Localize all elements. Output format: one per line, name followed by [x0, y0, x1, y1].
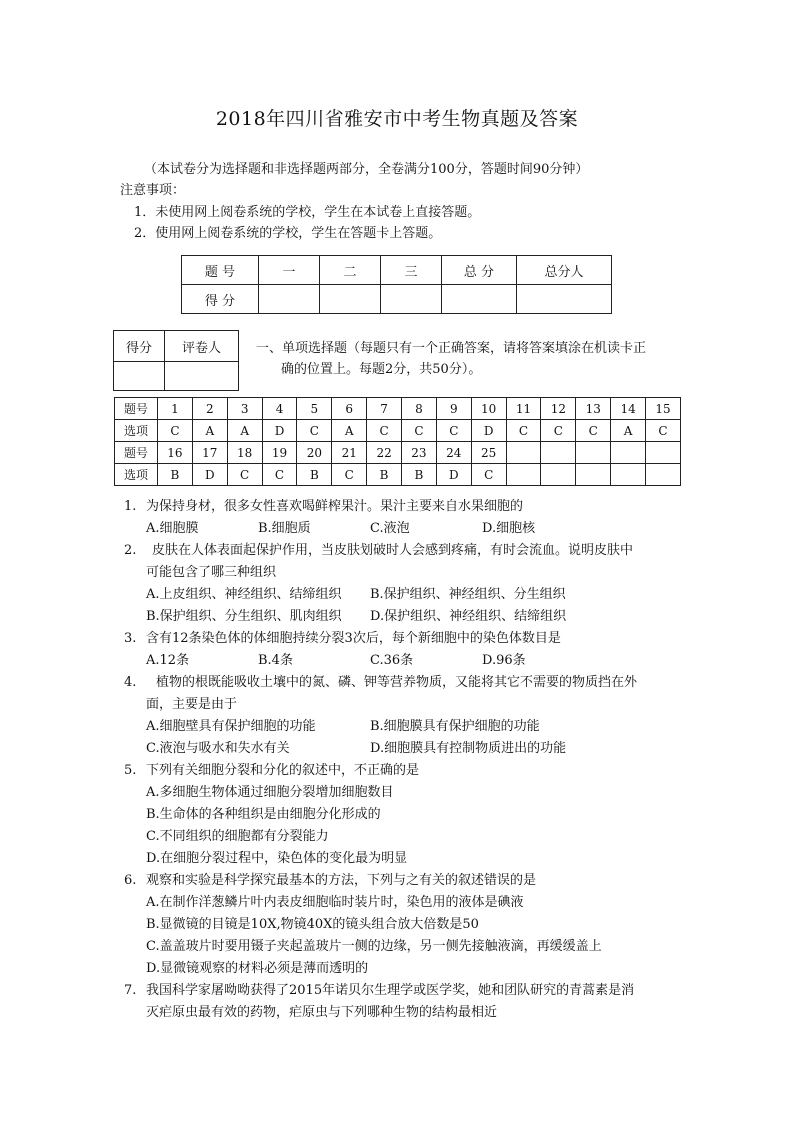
answer-number: 17 — [192, 442, 227, 464]
score-header-cell: 三 — [381, 256, 442, 285]
question-3-option-a: A.12条 — [146, 653, 190, 668]
answer-option: A — [227, 420, 262, 442]
question-5-option-d: D.在细胞分裂过程中，染色体的变化最为明显 — [146, 851, 408, 866]
question-6-option-c: C.盖盖玻片时要用镊子夹起盖玻片一侧的边缘，另一侧先接触液滴，再缓缓盖上 — [146, 939, 602, 954]
answer-number — [646, 442, 681, 464]
question-3-stem: 含有12条染色体的体细胞持续分裂3次后，每个新细胞中的染色体数目是 — [146, 631, 561, 646]
answer-number — [541, 442, 576, 464]
question-5-stem: 下列有关细胞分裂和分化的叙述中，不正确的是 — [146, 763, 420, 778]
answer-option: C — [227, 464, 262, 486]
answer-number: 6 — [332, 398, 367, 420]
answer-number: 21 — [332, 442, 367, 464]
question-1-option-a: A.细胞膜 — [146, 521, 199, 536]
question-2-option-b: B.保护组织、神经组织、分生组织 — [370, 587, 566, 602]
question-5-option-b: B.生命体的各种组织是由细胞分化形成的 — [146, 807, 381, 822]
answer-number: 23 — [402, 442, 437, 464]
question-5-number: 5. — [124, 763, 137, 778]
question-2-stem-line-2: 可能包含了哪三种组织 — [146, 565, 277, 580]
answer-option — [611, 464, 646, 486]
answer-label: 选项 — [115, 464, 158, 486]
answer-option: D — [471, 420, 506, 442]
question-1-number: 1. — [124, 499, 137, 514]
answer-option: D — [436, 464, 471, 486]
question-6-option-d: D.显微镜观察的材料必须是薄而透明的 — [146, 961, 369, 976]
score-cell — [517, 285, 612, 314]
answer-row-options — [115, 464, 681, 486]
answer-label: 选项 — [115, 420, 158, 442]
answer-number: 9 — [436, 398, 471, 420]
question-4-option-d: D.细胞膜具有控制物质进出的功能 — [370, 741, 567, 756]
question-2-stem-line-1: 皮肤在人体表面起保护作用，当皮肤划破时人会感到疼痛，有时会流血。说明皮肤中 — [152, 543, 634, 558]
question-5-option-c: C.不同组织的细胞都有分裂能力 — [146, 829, 329, 844]
answer-number: 11 — [506, 398, 541, 420]
question-6-number: 6. — [124, 873, 137, 888]
grader-name-label: 评卷人 — [165, 331, 239, 362]
question-1-option-c: C.液泡 — [370, 521, 410, 536]
section-1-subheading: 确的位置上。每题2分，共50分）。 — [281, 362, 482, 377]
grader-score-cell — [114, 362, 165, 391]
answer-number: 5 — [297, 398, 332, 420]
answer-number: 10 — [471, 398, 506, 420]
answer-option: C — [576, 420, 611, 442]
answer-number — [506, 442, 541, 464]
notice-heading: 注意事项： — [120, 183, 186, 198]
answer-option: C — [646, 420, 681, 442]
score-cell — [381, 285, 442, 314]
answer-option: C — [436, 420, 471, 442]
answer-option: C — [506, 420, 541, 442]
answer-number: 3 — [227, 398, 262, 420]
score-header-cell: 总分人 — [517, 256, 612, 285]
question-1-option-b: B.细胞质 — [258, 521, 311, 536]
question-6-option-a: A.在制作洋葱鳞片叶内表皮细胞临时装片时，染色用的液体是碘液 — [146, 895, 524, 910]
score-row-label: 得 分 — [182, 285, 259, 314]
answer-option: C — [158, 420, 193, 442]
question-3-number: 3. — [124, 631, 137, 646]
question-3-option-c: C.36条 — [370, 653, 414, 668]
answer-option: B — [402, 464, 437, 486]
answer-number — [576, 442, 611, 464]
question-2-number: 2. — [124, 543, 137, 558]
answer-number: 1 — [158, 398, 193, 420]
question-1-option-d: D.细胞核 — [482, 521, 536, 536]
answer-number: 25 — [471, 442, 506, 464]
answer-option: B — [297, 464, 332, 486]
section-1-heading: 一、单项选择题（每题只有一个正确答案，请将答案填涂在机读卡正 — [256, 341, 647, 356]
question-4-stem-line-1: 植物的根既能吸收土壤中的氮、磷、钾等营养物质，又能将其它不需要的物质挡在外 — [156, 675, 638, 690]
answer-number: 4 — [262, 398, 297, 420]
notice-item-1: 1．未使用网上阅卷系统的学校，学生在本试卷上直接答题。 — [134, 205, 481, 220]
answer-option: C — [402, 420, 437, 442]
score-header-cell: 总 分 — [442, 256, 517, 285]
question-1-stem: 为保持身材，很多女性喜欢喝鲜榨果汁。果汁主要来自水果细胞的 — [146, 499, 524, 514]
answer-number: 24 — [436, 442, 471, 464]
answer-row-numbers — [115, 398, 681, 420]
notice-item-2: 2．使用网上阅卷系统的学校，学生在答题卡上答题。 — [134, 226, 442, 241]
score-header-cell: 题 号 — [182, 256, 259, 285]
question-4-stem-line-2: 面，主要是由于 — [146, 697, 238, 712]
answer-option: C — [471, 464, 506, 486]
page-title: 2018年四川省雅安市中考生物真题及答案 — [215, 108, 579, 130]
score-header-cell: 二 — [320, 256, 381, 285]
question-3-option-b: B.4条 — [258, 653, 293, 668]
answer-option — [646, 464, 681, 486]
answer-option — [506, 464, 541, 486]
question-6-option-b: B.显微镜的目镜是10X,物镜40X的镜头组合放大倍数是50 — [146, 917, 479, 932]
question-7-number: 7. — [124, 983, 137, 998]
grader-name-cell — [165, 362, 239, 391]
answer-option: A — [611, 420, 646, 442]
exam-intro: （本试卷分为选择题和非选择题两部分，全卷满分100分，答题时间90分钟） — [144, 162, 589, 177]
answer-option: C — [297, 420, 332, 442]
question-4-option-b: B.细胞膜具有保护细胞的功能 — [370, 719, 540, 734]
answer-option: C — [541, 420, 576, 442]
score-cell — [442, 285, 517, 314]
answer-option: A — [192, 420, 227, 442]
answer-option — [541, 464, 576, 486]
answer-number: 2 — [192, 398, 227, 420]
answer-number: 18 — [227, 442, 262, 464]
answer-option: B — [158, 464, 193, 486]
answer-option: C — [367, 420, 402, 442]
question-2-option-c: B.保护组织、分生组织、肌肉组织 — [146, 609, 342, 624]
question-6-stem: 观察和实验是科学探究最基本的方法，下列与之有关的叙述错误的是 — [146, 873, 537, 888]
answer-label: 题号 — [115, 398, 158, 420]
question-2-option-d: D.保护组织、神经组织、结缔组织 — [370, 609, 567, 624]
question-4-option-a: A.细胞壁具有保护细胞的功能 — [146, 719, 316, 734]
answer-number: 12 — [541, 398, 576, 420]
answer-number: 15 — [646, 398, 681, 420]
answer-option: B — [367, 464, 402, 486]
answer-option: C — [332, 464, 367, 486]
question-2-option-a: A.上皮组织、神经组织、结缔组织 — [146, 587, 342, 602]
grader-score-label: 得分 — [114, 331, 165, 362]
answer-number: 13 — [576, 398, 611, 420]
answer-number: 16 — [158, 442, 193, 464]
answer-number: 22 — [367, 442, 402, 464]
answer-option — [576, 464, 611, 486]
question-5-option-a: A.多细胞生物体通过细胞分裂增加细胞数目 — [146, 785, 394, 800]
answer-number — [611, 442, 646, 464]
question-3-option-d: D.96条 — [482, 653, 526, 668]
score-header-cell: 一 — [259, 256, 320, 285]
answer-number: 20 — [297, 442, 332, 464]
grader-box — [113, 330, 239, 391]
answer-row-options — [115, 420, 681, 442]
answer-key-table — [114, 397, 681, 486]
score-table — [181, 255, 612, 314]
answer-number: 8 — [402, 398, 437, 420]
question-7-stem-line-2: 灭疟原虫最有效的药物，疟原虫与下列哪种生物的结构最相近 — [146, 1005, 498, 1020]
answer-row-numbers — [115, 442, 681, 464]
answer-option: D — [192, 464, 227, 486]
answer-number: 7 — [367, 398, 402, 420]
score-cell — [320, 285, 381, 314]
answer-option: D — [262, 420, 297, 442]
answer-number: 14 — [611, 398, 646, 420]
answer-label: 题号 — [115, 442, 158, 464]
question-4-option-c: C.液泡与吸水和失水有关 — [146, 741, 290, 756]
answer-option: A — [332, 420, 367, 442]
answer-number: 19 — [262, 442, 297, 464]
question-4-number: 4. — [124, 675, 137, 690]
score-cell — [259, 285, 320, 314]
question-7-stem-line-1: 我国科学家屠呦呦获得了2015年诺贝尔生理学或医学奖，她和团队研究的青蒿素是消 — [146, 983, 635, 998]
answer-option: C — [262, 464, 297, 486]
